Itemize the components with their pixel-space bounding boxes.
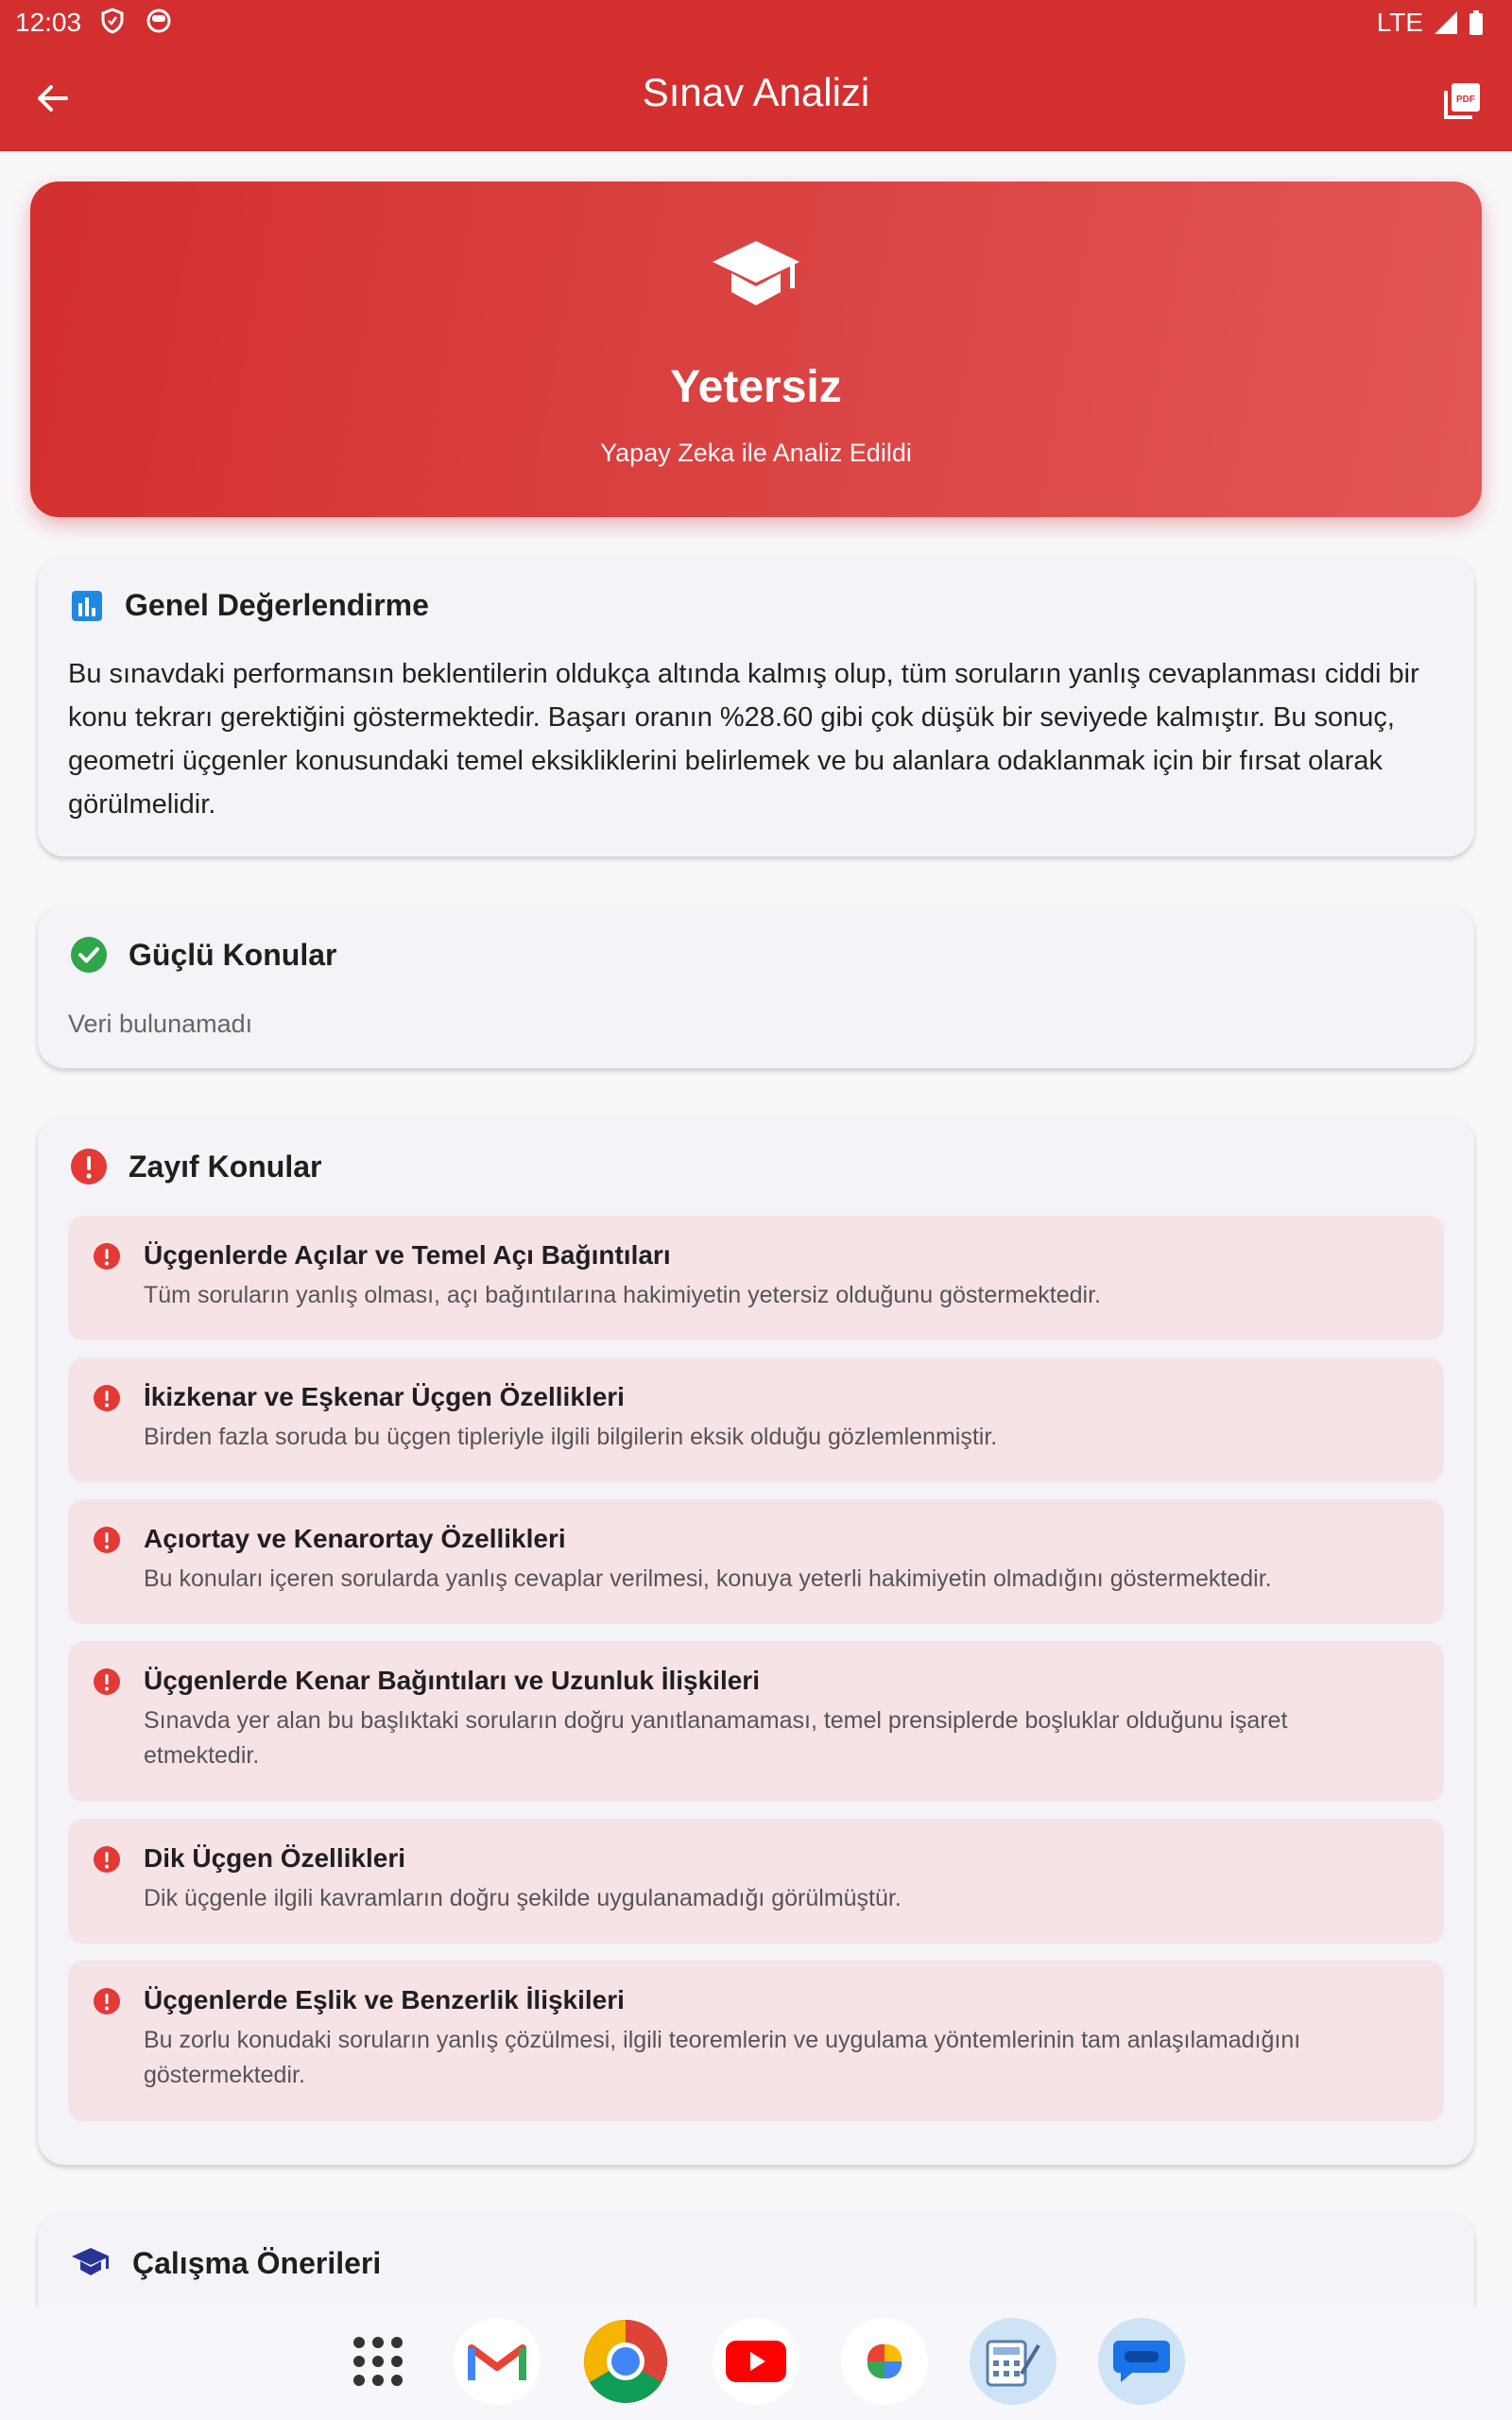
weak-topic-desc: Birden fazla soruda bu üçgen tipleriyle ilgili bilgilerin eksik olduğu gözlemlenmiştir. [144,1424,998,1450]
general-evaluation-text: Bu sınavdaki performansın beklentilerin oldukça altında kalmış olup, tüm soruların yanlış cevaplanması ciddi bir konu tekrarı gerektiğini göstermektedir. Başarı oranın %28.60 gibi çok düşük bir seviyede kalmıştır. Bu sonuç, geometri üçgenler konusundaki temel eksikliklerini belirlemek ve bu alanlara odaklanmak için bir fırsat olarak görülmelidir. [68,659,1419,820]
weak-topic-desc: Bu zorlu konudaki soruların yanlış çözülmesi, ilgili teoremlerin ve uygulama yöntemlerinin tam anlaşılamadığını göstermektedir. [144,2027,1301,2088]
network-label: LTE [1376,8,1423,37]
app-drawer-icon [350,2333,406,2390]
weak-topic-title: Üçgenlerde Kenar Bağıntıları ve Uzunluk İlişkileri [144,1666,760,1695]
strong-topics-empty-text: Veri bulunamadı [68,1010,253,1038]
check-circle-icon [70,936,108,974]
gmail-app-button[interactable] [454,2318,541,2405]
calculator-app-button[interactable] [970,2318,1057,2405]
weak-topic-item [68,1819,1444,1944]
result-hero-card [30,182,1482,517]
weak-topic-title: Açıortay ve Kenarortay Özellikleri [144,1524,566,1553]
gmail-icon [468,2339,526,2384]
alert-circle-icon [93,1845,121,1874]
strong-topics-card [38,904,1474,1068]
result-level: Yetersiz [670,362,842,412]
weak-topic-desc: Bu konuları içeren sorularda yanlış cevaplar verilmesi, konuya yeterli hakimiyetin olmadığını göstermektedir. [144,1565,1272,1592]
signal-icon [1433,9,1459,36]
photos-icon [854,2331,915,2392]
weak-topic-title: Dik Üçgen Özellikleri [144,1843,405,1873]
chrome-app-button[interactable] [582,2318,669,2405]
chrome-icon [583,2319,668,2404]
result-subtitle: Yapay Zeka ile Analiz Edildi [600,439,912,467]
messages-icon [1111,2335,1172,2388]
weak-topic-desc: Tüm soruların yanlış olması, açı bağıntılarına hakimiyetin yetersiz olduğunu göstermektedir. [144,1282,1101,1308]
svg-text:PDF: PDF [1456,95,1475,105]
app-bar [0,0,1512,151]
app-drawer-button[interactable] [335,2318,421,2405]
weak-topic-item [68,1499,1444,1624]
calculator-app-icon [984,2332,1042,2391]
bar-chart-icon [70,589,104,623]
taskbar-dock [0,2307,1512,2420]
graduation-cap-icon [709,233,803,319]
status-time: 12:03 [15,8,82,37]
export-pdf-button[interactable] [1436,74,1489,127]
study-suggestions-title: Çalışma Önerileri [132,2245,382,2280]
graduation-cap-icon [70,2244,112,2282]
weak-topic-item [68,1641,1444,1802]
shield-icon [100,8,125,34]
weak-topic-item [68,1961,1444,2121]
photos-app-button[interactable] [841,2318,928,2405]
page-title: Sınav Analizi [642,70,870,114]
strong-topics-title: Güçlü Konular [129,937,337,972]
status-bar [0,0,1512,47]
alert-circle-icon [93,1987,121,2015]
weak-topic-desc: Dik üçgenle ilgili kavramların doğru şekilde uygulanamadığı görülmüştür. [144,1885,902,1911]
weak-topic-desc: Sınavda yer alan bu başlıktaki soruların doğru yanıtlanamaması, temel prensiplerde boşluklar olduğunu işaret etmektedir. [144,1707,1288,1769]
alert-circle-icon [93,1668,121,1696]
general-evaluation-card [38,556,1474,856]
face-icon [146,8,172,34]
weak-topic-title: Üçgenlerde Açılar ve Temel Açı Bağıntıları [144,1240,671,1270]
youtube-app-button[interactable] [713,2318,799,2405]
pdf-icon [1442,79,1484,121]
youtube-icon [726,2341,786,2382]
alert-circle-icon [70,1148,108,1185]
general-evaluation-title: Genel Değerlendirme [125,588,429,622]
weak-topic-title: Üçgenlerde Eşlik ve Benzerlik İlişkileri [144,1985,625,2014]
weak-topics-card [38,1115,1474,2165]
messages-app-button[interactable] [1098,2318,1185,2405]
alert-circle-icon [93,1526,121,1554]
battery-icon [1469,9,1484,36]
weak-topic-title: İkizkenar ve Eşkenar Üçgen Özellikleri [144,1382,625,1411]
alert-circle-icon [93,1384,121,1412]
alert-circle-icon [93,1242,121,1270]
weak-topic-item [68,1216,1444,1340]
weak-topic-item [68,1357,1444,1482]
weak-topics-title: Zayıf Konular [129,1149,322,1184]
